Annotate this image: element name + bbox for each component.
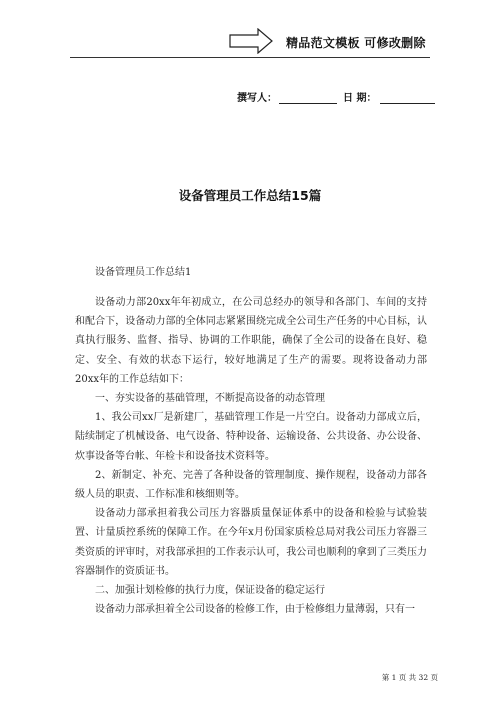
paragraph: 一、夯实设备的基础管理，不断提高设备的动态管理 — [95, 393, 325, 405]
document-title: 设备管理员工作总结15篇 — [178, 188, 322, 203]
paragraph: 设备动力部承担着我公司压力容器质量保证体系中的设备和检验与试验装置、计量质控系统的保障工作。在今年x月份国家质检总局对我公司压力容器三类资质的评审时，对我部承担的工作表示认可，我公司也顺利的拿到了三类压力容器制作的资质证书。 — [75, 508, 427, 577]
date-label: 日 期： — [343, 93, 377, 104]
section-subtitle: 设备管理员工作总结1 — [95, 267, 192, 278]
paragraph: 二、加强计划检修的执行力度，保证设备的稳定运行 — [95, 585, 325, 597]
template-badge-text: 精品范文模板 可修改删除 — [286, 36, 426, 50]
arrow-right-icon — [229, 28, 273, 54]
page-number: 第 1 页 共 32 页 — [381, 673, 438, 682]
author-line — [237, 89, 435, 104]
paragraph: 设备动力部承担着全公司设备的检修工作，由于检修组力量薄弱，只有一 — [95, 604, 415, 616]
writer-blank — [279, 93, 337, 104]
header-divider — [70, 57, 430, 58]
paragraph: 2、新制定、补充、完善了各种设备的管理制度、操作规程，设备动力部各级人员的职责、工作标准和核细则等。 — [75, 469, 427, 501]
document-body — [75, 293, 427, 619]
date-blank — [380, 93, 435, 104]
paragraph: 设备动力部20xx年年初成立，在公司总经办的领导和各部门、车间的支持和配合下，设备动力部的全体同志紧紧围绕完成全公司生产任务的中心目标，认真执行服务、监督、指导、协调的工作职能，确保了全公司的设备在良好、稳定、安全、有效的状态下运行，较好地满足了生产的需要。现将设备动力部20xx年的工作总结如下： — [75, 297, 427, 385]
writer-label: 撰写人： — [237, 93, 277, 104]
paragraph: 1、我公司xx厂是新建厂，基础管理工作是一片空白。设备动力部成立后，陆续制定了机械设备、电气设备、特种设备、运输设备、公共设备、办公设备、炊事设备等台帐、年检卡和设备技术资料等。 — [75, 412, 427, 462]
